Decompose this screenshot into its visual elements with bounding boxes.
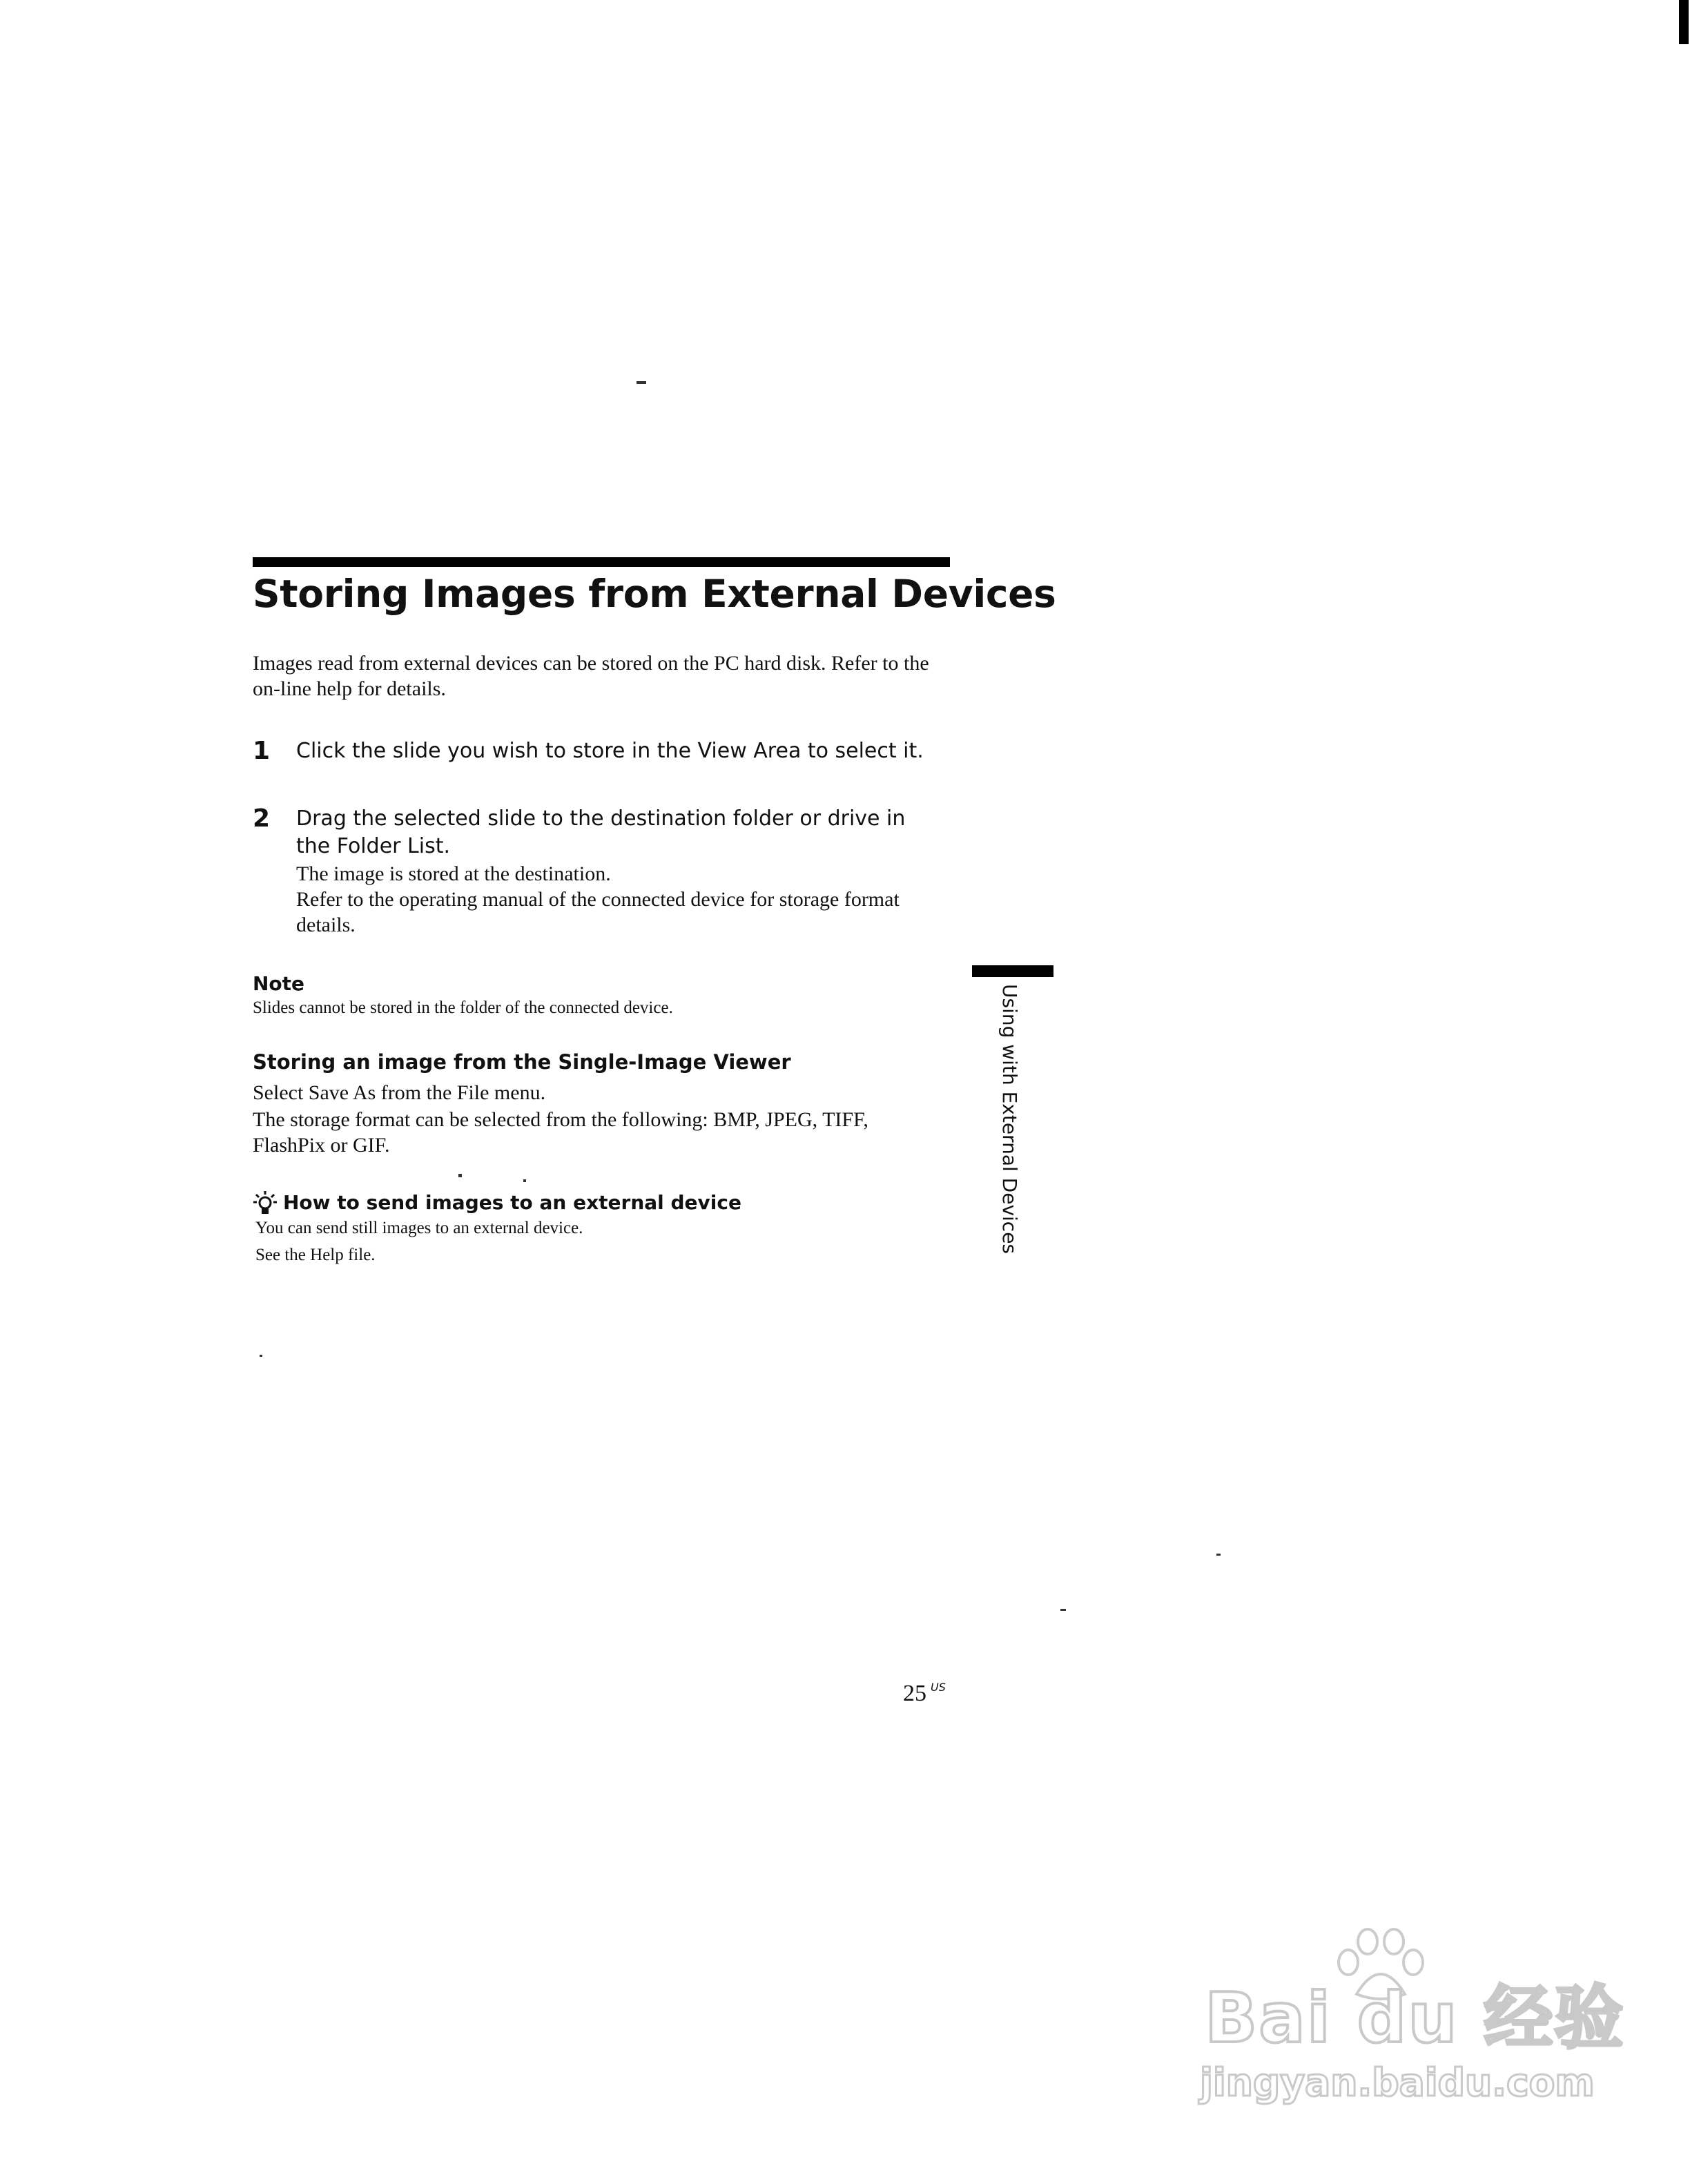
single-image-viewer-heading: Storing an image from the Single-Image Viewer (253, 1050, 791, 1074)
step-text: Click the slide you wish to store in the View Area to select it. (296, 739, 924, 763)
step-number: 2 (253, 804, 271, 833)
step-text: Drag the selected slide to the destination folder or drive in the Folder List. (296, 806, 906, 858)
step-detail: Refer to the operating manual of the connected device for storage format details. (296, 888, 900, 936)
page-number-value: 25 (903, 1681, 926, 1706)
page-region: US (931, 1681, 946, 1694)
scan-speck (1216, 1554, 1221, 1556)
watermark-url: jingyan.baidu.com (1200, 2060, 1595, 2105)
page-title: Storing Images from External Devices (253, 572, 1056, 616)
lightbulb-icon (253, 1190, 278, 1215)
note-heading: Note (253, 972, 305, 995)
title-rule (253, 557, 950, 567)
step-number: 1 (253, 737, 271, 765)
scan-speck (260, 1355, 262, 1357)
chapter-tab-bar (972, 965, 1053, 977)
single-image-viewer-line1: Select Save As from the File menu. (253, 1081, 546, 1104)
scan-edge-mark (1679, 0, 1689, 44)
scan-speck (458, 1174, 462, 1177)
scan-speck (523, 1179, 526, 1182)
tip-line1: You can send still images to an external device. (255, 1219, 583, 1237)
page-number (903, 1674, 946, 1708)
intro-paragraph: Images read from external devices can be stored on the PC hard disk. Refer to the on-line help for details. (253, 652, 929, 700)
scan-speck (637, 381, 646, 384)
chapter-tab-label: Using with External Devices (998, 984, 1021, 1255)
scan-speck (1060, 1609, 1066, 1611)
note-text: Slides cannot be stored in the folder of the connected device. (253, 998, 673, 1017)
tip-line2: See the Help file. (255, 1246, 376, 1264)
step-result: The image is stored at the destination. (296, 862, 611, 885)
single-image-viewer-line2: The storage format can be selected from the following: BMP, JPEG, TIFF, FlashPix or GIF. (253, 1108, 868, 1157)
watermark-logo: Bai du 经验 (1205, 1978, 1625, 2058)
tip-heading: How to send images to an external device (283, 1191, 741, 1214)
